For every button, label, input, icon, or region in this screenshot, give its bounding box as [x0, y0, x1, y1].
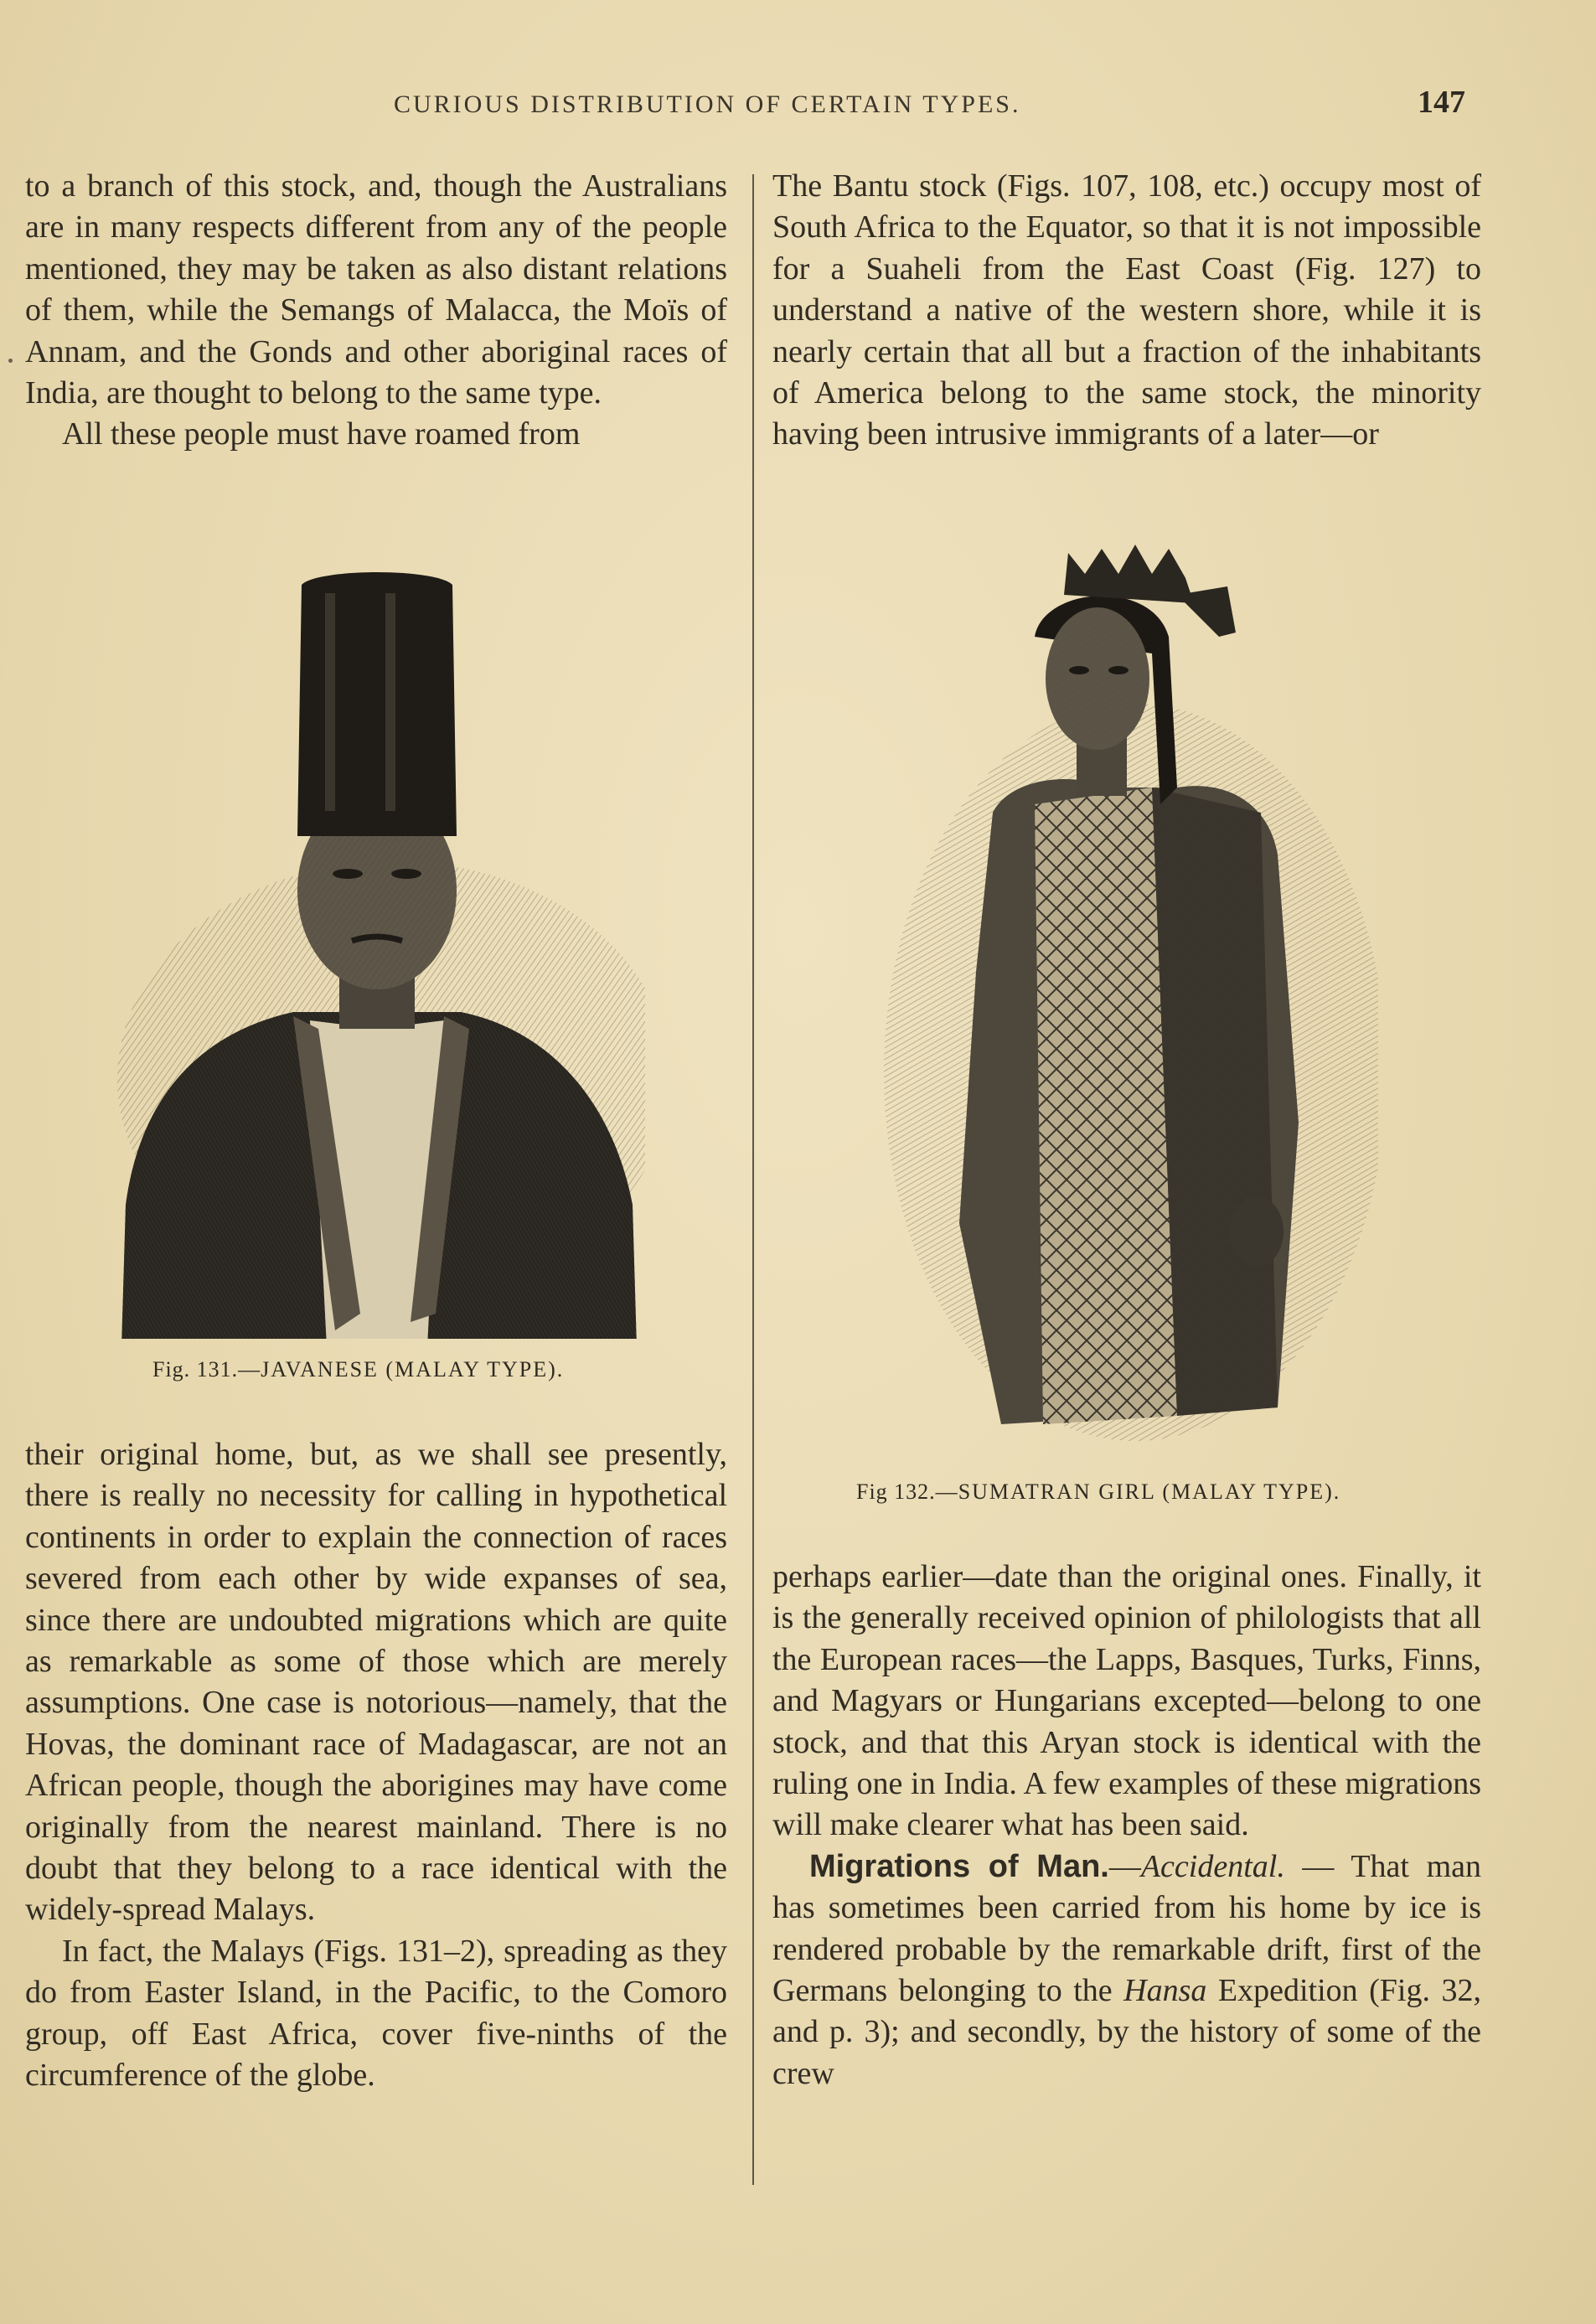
- paragraph: All these people must have roamed from: [62, 416, 581, 452]
- col1-bottom-text: [25, 1434, 727, 2097]
- figure-131-caption: [152, 1357, 564, 1382]
- fig131-title: JAVANESE (MALAY TYPE).: [261, 1357, 565, 1381]
- subheading-dash: —: [1284, 1848, 1351, 1884]
- page-number: 147: [1418, 85, 1465, 120]
- paragraph-text: Expedition (Fig. 32, and p. 3); and secondly, by the history of some of the crew: [772, 1973, 1481, 2091]
- page-header: [0, 84, 1596, 134]
- paragraph-text: That man has sometimes been carried from his home by ice is rendered probable by the remarkable drift, first of the Germans belonging to the: [772, 1848, 1481, 2009]
- figure-132-caption: [856, 1480, 1340, 1505]
- ship-name: Hansa: [1123, 1973, 1207, 2009]
- heading-dash: —: [1108, 1848, 1141, 1884]
- running-head: CURIOUS DISTRIBUTION OF CERTAIN TYPES.: [394, 90, 1021, 118]
- paragraph: The Bantu stock (Figs. 107, 108, etc.) occupy most of South Africa to the Equator, so that it is not impossible for a Suaheli from the East Coast (Fig. 127) to understand a native of the western shore, while it is nearly certain that all but a fraction of the inhabitants of America belong to the same stock, the minority having been intrusive immigrants of a later—or: [772, 168, 1481, 452]
- margin-dot: [8, 359, 13, 363]
- column-rule: [752, 174, 754, 2185]
- fig132-label: Fig 132.—: [856, 1480, 958, 1504]
- section-paragraph: [772, 1846, 1481, 2094]
- col2-bottom-text: [772, 1557, 1481, 2094]
- section-heading: Migrations of Man.: [809, 1848, 1109, 1884]
- subheading: Accidental.: [1140, 1848, 1285, 1884]
- paragraph: to a branch of this stock, and, though the Australians are in many respects different from any of the people mentioned, they may be taken as also distant relations of them, while the Semangs of Malacca, the Moïs of Annam, and the Gonds and other aboriginal races of India, are thought to belong to the same type.: [25, 168, 727, 411]
- fig132-title: SUMATRAN GIRL (MALAY TYPE).: [958, 1480, 1341, 1504]
- fig131-label: Fig. 131.—: [152, 1357, 261, 1381]
- figure-131-engraving: [109, 560, 645, 1339]
- paragraph: In fact, the Malays (Figs. 131–2), spreading as they do from Easter Island, in the Pacific, to the Comoro group, off East Africa, cover five-ninths of the circumference of the globe.: [25, 1933, 727, 2094]
- figure-132-engraving: [875, 536, 1378, 1458]
- paragraph: perhaps earlier—date than the original ones. Finally, it is the generally received opinion of philologists that all the European races—the Lapps, Basques, Turks, Finns, and Magyars or Hungarians excepted—belong to one stock, and that this Aryan stock is identical with the ruling one in India. A few examples of these migrations will make clearer what has been said.: [772, 1559, 1481, 1843]
- paragraph: their original home, but, as we shall see presently, there is really no necessity for calling in hypothetical continents in order to explain the connection of races severed from each other by wide expanses of sea, since there are undoubted migrations which are quite as remarkable as some of those which are merely assumptions. One case is notorious—namely, that the Hovas, the dominant race of Madagascar, are not an African people, though the aborigines may have come originally from the nearest mainland. There is no doubt that they belong to a race identical with the widely-spread Malays.: [25, 1437, 727, 1928]
- col1-top-text: [25, 166, 727, 456]
- col2-top-text: [772, 166, 1481, 456]
